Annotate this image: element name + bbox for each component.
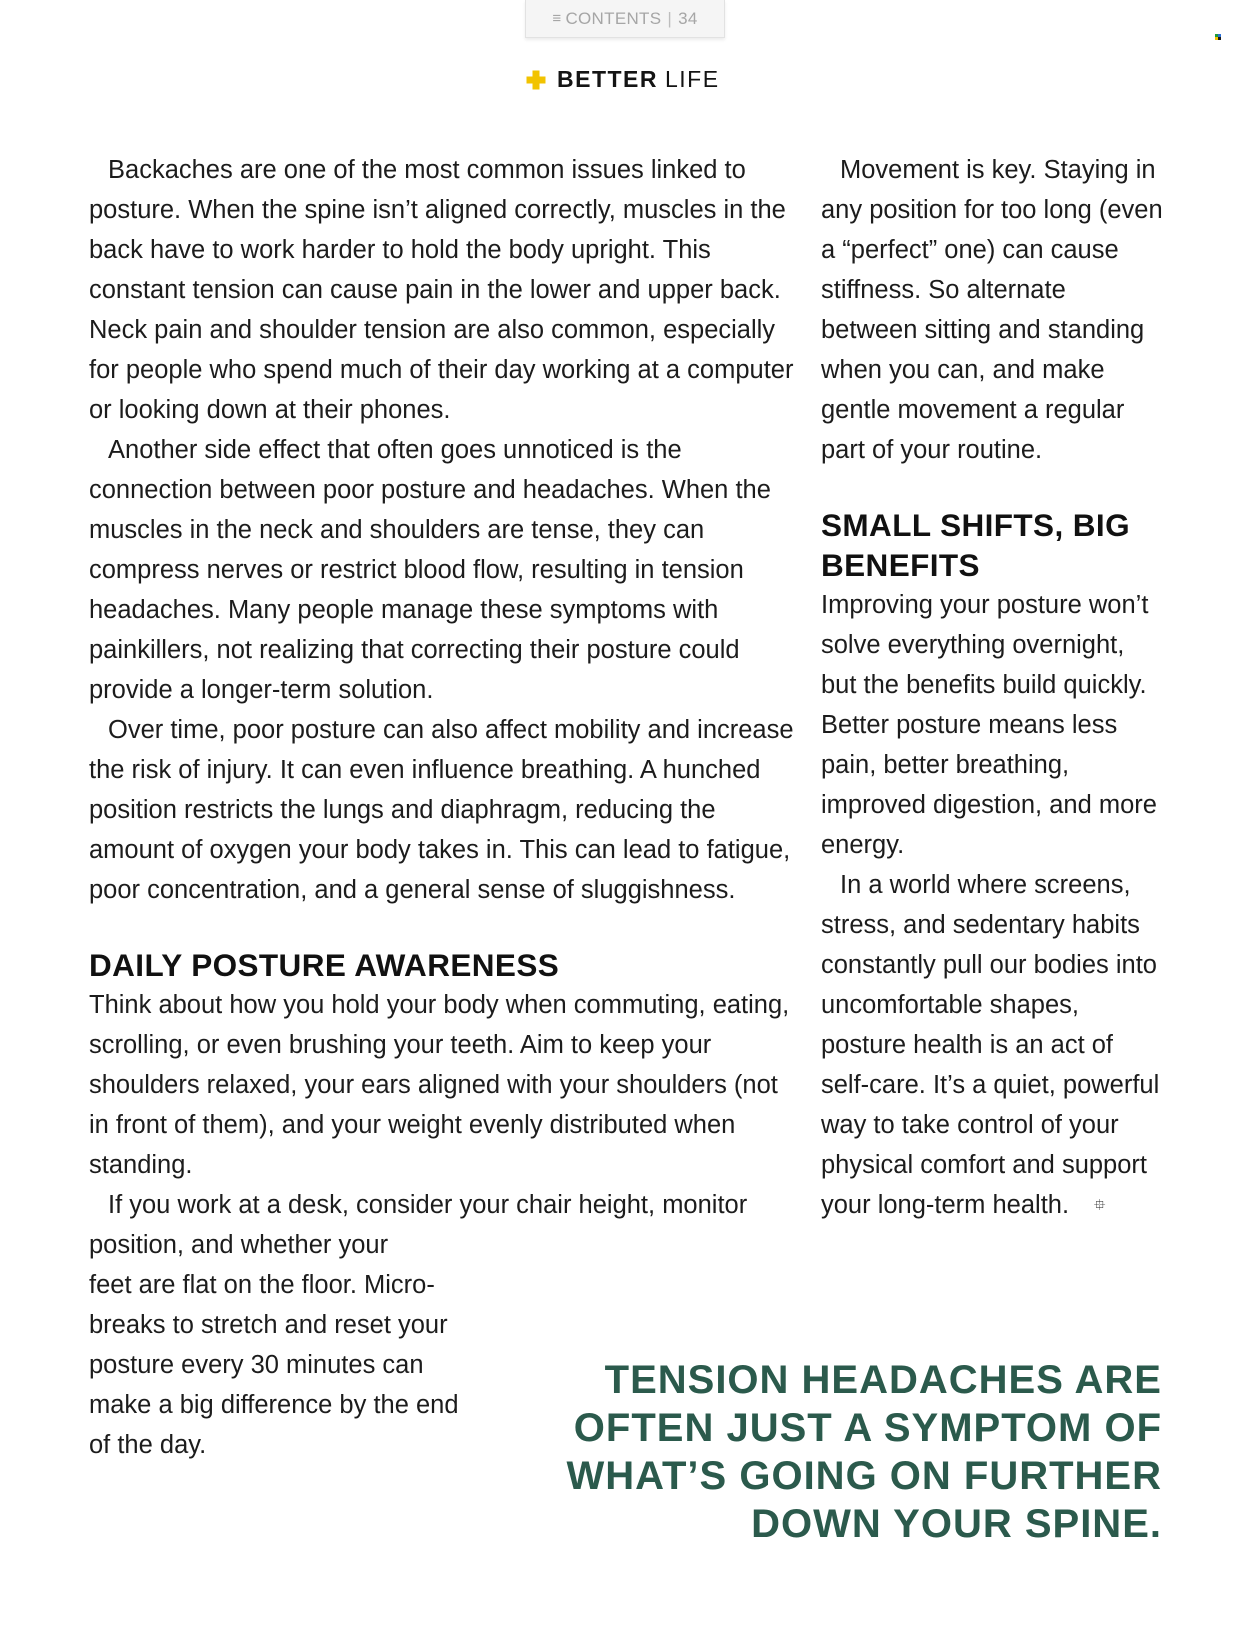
body-paragraph: Think about how you hold your body when commuting, eating, scrolling, or even brushing your teeth. Aim to keep your shoulders relaxed, your ears aligned with your shoulders (not in front of them), and your weight evenly distributed when standing. [89,991,790,1179]
left-column [89,150,802,1465]
corner-mark-icon [1215,34,1222,41]
closing-text: In a world where screens, stress, and sedentary habits constantly pull our bodies into uncomfortable shapes, posture health is an act of self-care. It’s a quiet, powerful way to take control of your physical comfort and support your long-term health. [821,871,1160,1219]
pull-quote-line: OFTEN JUST A SYMPTOM OF [573,1406,1162,1450]
section-label-light: LIFE [665,66,720,92]
pull-quote [540,1356,1162,1548]
body-paragraph: Another side effect that often goes unnoticed is the connection between poor posture and headaches. When the muscles in the neck and shoulders are tense, they can compress nerves or restrict blood flow, resulting in tension headaches. Many people manage these symptoms with painkillers, not realizing that correcting their posture could provide a longer-term solution. [89,436,771,704]
contents-label: CONTENTS [565,8,662,28]
contents-tab[interactable] [525,0,725,38]
section-label-bold: BETTER [557,66,658,92]
body-paragraph-desk-lead: If you work at a desk, consider your chair height, monitor position, and whether your [89,1191,748,1259]
section-heading-small-shifts: SMALL SHIFTS, BIG BENEFITS [821,507,1130,583]
body-paragraph: Backaches are one of the most common issues linked to posture. When the spine isn’t aligned correctly, muscles in the back have to work harder to hold the body upright. This constant tension can cause pain in the lower and upper back. Neck pain and shoulder tension are also common, especially for people who spend much of their day working at a computer or looking down at their phones. [89,156,794,424]
pull-quote-line: DOWN YOUR SPINE. [751,1502,1162,1546]
body-paragraph: Over time, poor posture can also affect mobility and increase the risk of injury. It can even influence breathing. A hunched position restricts the lungs and diaphragm, reducing the amount of oxygen your body takes in. This can lead to fatigue, poor concentration, and a general sense of sluggishness. [89,716,794,904]
plus-icon [525,69,547,91]
section-heading-daily-posture: DAILY POSTURE AWARENESS [89,947,560,983]
body-paragraph-desk-rest: feet are flat on the floor. Micro-breaks to stretch and reset your posture every 30 minutes can make a big difference by the end of the day. [89,1271,459,1459]
page-number: 34 [678,8,698,28]
menu-icon: ≡ [552,10,562,27]
pull-quote-line: WHAT’S GOING ON FURTHER [566,1454,1162,1498]
tab-separator: | [667,8,673,28]
body-paragraph: Improving your posture won’t solve everything overnight, but the benefits build quickly. Better posture means less pain, better breathing, improved digestion, and more energy. [821,591,1157,859]
body-paragraph: Movement is key. Staying in any position for too long (even a “perfect” one) can cause stiffness. So alternate between sitting and standing when you can, and make gentle movement a regular part of your routine. [821,156,1163,464]
pull-quote-line: TENSION HEADACHES ARE [604,1358,1162,1402]
section-tag [525,66,720,93]
right-column [821,150,1166,1226]
end-mark-icon: ⯐ [1094,1197,1106,1215]
body-paragraph-closing [821,865,1166,1226]
